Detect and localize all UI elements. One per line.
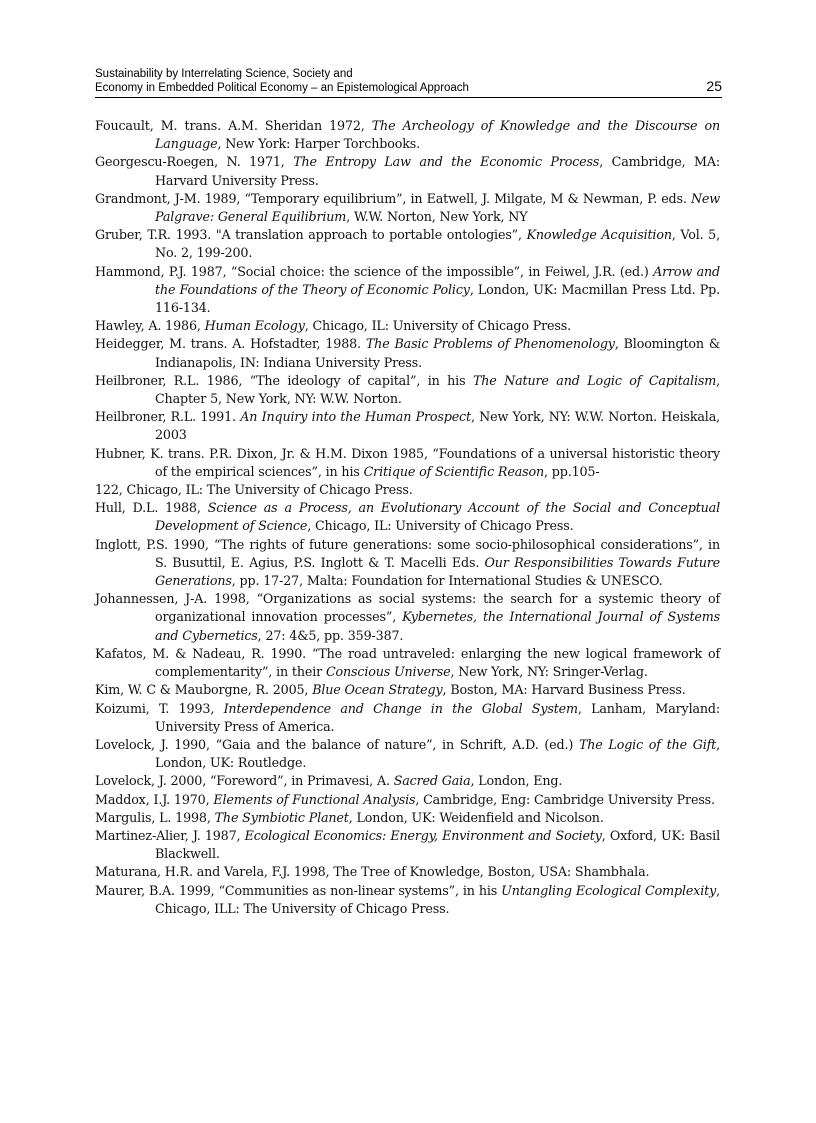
reference-text: Lovelock, J. 2000, “Foreword”, in Primavesi, A. (95, 773, 394, 789)
reference-text: Kafatos, M. & Nadeau, R. 1990. “The road untraveled: enlarging the new logical framework of complementarity”, in their (95, 645, 720, 680)
reference-title: An Inquiry into the Human Prospect (240, 409, 471, 425)
reference-text: , Chapter 5, New York, NY: W.W. Norton. (155, 372, 721, 407)
reference-entry (95, 481, 720, 499)
reference-title: The Archeology of Knowledge and the Discourse on Language (155, 118, 720, 152)
reference-text: , Bloomington & Indianapolis, IN: Indiana University Press. (155, 336, 720, 370)
reference-text: , New York, NY: W.W. Norton. Heiskala, 2003 (155, 409, 721, 443)
reference-list (95, 117, 720, 918)
reference-entry (95, 408, 720, 444)
reference-text: Heilbroner, R.L. 1991. (95, 409, 241, 425)
reference-text: Gruber, T.R. 1993. "A translation approach to portable ontologies”, (95, 227, 527, 243)
reference-entry (95, 263, 720, 318)
reference-text: , New York, NY: Sringer-Verlag. (450, 664, 648, 680)
reference-title: Kybernetes, the International Journal of Systems and Cybernetics (155, 609, 721, 643)
reference-entry (95, 700, 720, 736)
reference-entry (95, 863, 720, 881)
page-number: 25 (706, 78, 722, 94)
reference-text: Hull, D.L. 1988, (95, 500, 208, 516)
reference-entry (95, 117, 720, 153)
reference-text: , London, Eng. (470, 773, 563, 789)
reference-text: , pp.105- (543, 463, 600, 479)
reference-text: , Lanham, Maryland: University Press of America. (155, 700, 721, 734)
reference-text: , London, UK: Macmillan Press Ltd. Pp. 116-134. (155, 281, 720, 316)
reference-entry (95, 809, 720, 827)
reference-title: Conscious Universe (325, 664, 451, 680)
reference-title: Arrow and the Foundations of the Theory of Economic Policy (155, 263, 720, 297)
reference-entry (95, 827, 720, 863)
reference-entry (95, 445, 720, 481)
reference-text: Maturana, H.R. and Varela, F.J. 1998, The Tree of Knowledge, Boston, USA: Shambhala. (95, 864, 650, 880)
reference-entry (95, 190, 720, 226)
reference-text: Martinez-Alier, J. 1987, (95, 827, 245, 843)
running-header-line-2: Economy in Embedded Political Economy – an Epistemological Approach (95, 82, 469, 94)
reference-text: , London, UK: Routledge. (155, 736, 720, 771)
reference-entry (95, 645, 720, 681)
reference-text: Inglott, P.S. 1990, “The rights of future generations: some socio-philosophical considerations”, in S. Busuttil, E. Agius, P.S. Inglott & T. Macelli Eds. (95, 536, 720, 570)
reference-text: Heidegger, M. trans. A. Hofstadter, 1988. (95, 336, 366, 352)
reference-entry (95, 681, 720, 699)
reference-text: Grandmont, J-M. 1989, “Temporary equilibrium”, in Eatwell, J. Milgate, M & Newman, P. eds. (95, 190, 691, 206)
reference-title: Ecological Economics: Energy, Environment and Society (244, 827, 602, 843)
reference-title: Knowledge Acquisition (526, 227, 672, 243)
reference-text: , Chicago, IL: University of Chicago Press. (307, 518, 574, 534)
reference-text: Johannessen, J-A. 1998, “Organizations as social systems: the search for a systemic theory of organizational innovation processes”, (95, 591, 720, 625)
reference-entry (95, 317, 720, 335)
reference-text: Kim, W. C & Mauborgne, R. 2005, (95, 682, 313, 698)
reference-entry (95, 335, 720, 371)
header-divider (95, 97, 722, 98)
reference-text: , Vol. 5, No. 2, 199-200. (155, 227, 720, 261)
reference-title: Our Responsibilities Towards Future Generations (155, 554, 720, 589)
reference-text: , Boston, MA: Harvard Business Press. (442, 682, 686, 698)
reference-entry (95, 590, 720, 645)
reference-text: , pp. 17-27, Malta: Foundation for International Studies & UNESCO. (231, 573, 663, 589)
reference-text: Lovelock, J. 1990, “Gaia and the balance of nature”, in Schrift, A.D. (ed.) (95, 736, 579, 752)
reference-text: , Cambridge, MA: Harvard University Press. (155, 154, 720, 188)
reference-text: Maurer, B.A. 1999, “Communities as non-linear systems”, in his (95, 882, 502, 898)
reference-text: , New York: Harper Torchbooks. (217, 136, 421, 152)
reference-text: , Chicago, IL: University of Chicago Press. (304, 318, 571, 334)
reference-text: Hammond, P.J. 1987, “Social choice: the science of the impossible”, in Feiwel, J.R. (ed.) (95, 263, 654, 279)
reference-entry (95, 372, 720, 408)
reference-entry (95, 226, 720, 262)
reference-text: Koizumi, T. 1993, (95, 700, 224, 716)
reference-entry (95, 882, 720, 918)
reference-title: Human Ecology (204, 318, 305, 334)
reference-text: 122, Chicago, IL: The University of Chicago Press. (95, 482, 413, 498)
reference-title: Science as a Process, an Evolutionary Account of the Social and Conceptual Development of Science (155, 500, 720, 534)
reference-title: Blue Ocean Strategy (312, 682, 443, 698)
reference-text: Foucault, M. trans. A.M. Sheridan 1972, (95, 118, 372, 133)
reference-title: The Basic Problems of Phenomenology (365, 336, 615, 352)
reference-text: Maddox, I.J. 1970, (95, 791, 214, 807)
reference-title: The Symbiotic Planet (214, 809, 349, 825)
reference-text: , 27: 4&5, pp. 359-387. (257, 627, 404, 643)
reference-entry (95, 736, 720, 772)
reference-title: Critique of Scientific Reason (363, 463, 544, 479)
reference-title: The Nature and Logic of Capitalism (472, 372, 717, 388)
reference-title: The Logic of the Gift (578, 736, 717, 752)
reference-title: Interdependence and Change in the Global System (223, 700, 578, 716)
reference-text: Margulis, L. 1998, (95, 809, 215, 825)
reference-text: , W.W. Norton, New York, NY (346, 209, 528, 225)
reference-entry (95, 499, 720, 535)
reference-title: Elements of Functional Analysis (213, 791, 416, 807)
running-header (95, 67, 722, 95)
reference-text: , Chicago, ILL: The University of Chicago Press. (155, 882, 720, 916)
reference-title: New Palgrave: General Equilibrium (155, 190, 720, 225)
reference-entry (95, 536, 720, 591)
reference-text: Georgescu-Roegen, N. 1971, (95, 154, 294, 170)
reference-text: , Cambridge, Eng: Cambridge University Press. (415, 791, 715, 807)
reference-entry (95, 153, 720, 189)
reference-entry (95, 791, 720, 809)
reference-text: Heilbroner, R.L. 1986, “The ideology of capital”, in his (95, 372, 473, 388)
reference-title: Untangling Ecological Complexity (501, 882, 717, 898)
reference-text: , London, UK: Weidenfield and Nicolson. (348, 809, 604, 825)
reference-text: Hawley, A. 1986, (95, 318, 205, 334)
reference-title: The Entropy Law and the Economic Process (293, 154, 600, 170)
reference-entry (95, 772, 720, 790)
reference-text: , Oxford, UK: Basil Blackwell. (155, 827, 720, 862)
running-header-line-1: Sustainability by Interrelating Science, Society and (95, 68, 353, 80)
reference-title: Sacred Gaia (393, 773, 471, 789)
reference-text: Hubner, K. trans. P.R. Dixon, Jr. & H.M. Dixon 1985, “Foundations of a universal historistic theory of the empirical sciences”, in his (95, 445, 720, 479)
